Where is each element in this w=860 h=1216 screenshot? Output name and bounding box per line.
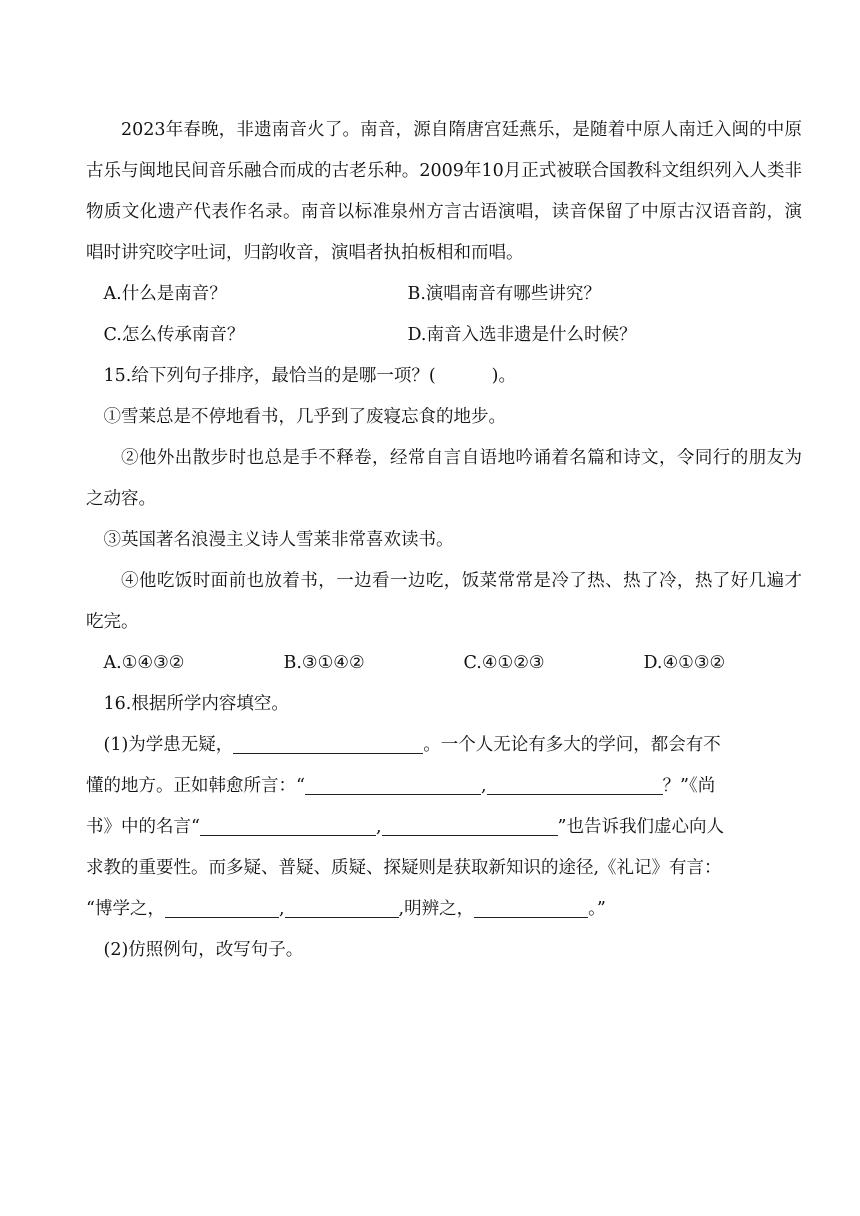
q14-option-d: D.南音入选非遗是什么时候？ — [407, 325, 637, 345]
q14-options-row-1 — [86, 274, 802, 315]
q16-text: , — [278, 899, 285, 919]
q16-text: 懂的地方。正如韩愈所言：“ — [86, 776, 305, 796]
fill-blank[interactable] — [382, 813, 558, 836]
q15-stem-end: )。 — [491, 366, 516, 386]
q15-option-a: A.①④③② — [103, 653, 185, 673]
fill-blank[interactable] — [165, 895, 279, 918]
q15-option-c: C.④①②③ — [463, 653, 545, 673]
q16-text: 书》中的名言“ — [86, 817, 200, 837]
q15-stem — [86, 356, 802, 397]
fill-blank[interactable] — [285, 895, 399, 918]
q15-option-d: D.④①③② — [643, 653, 726, 673]
q16-part1-line5 — [86, 889, 802, 930]
q16-text: “博学之， — [86, 899, 165, 919]
q16-text: ？”《尚 — [662, 776, 716, 796]
q16-part1-line2 — [86, 766, 802, 807]
q16-stem: 16.根据所学内容填空。 — [103, 694, 289, 714]
q15-answer-blank[interactable] — [436, 363, 492, 385]
q16-text: ,明辨之， — [398, 899, 475, 919]
q15-sentence-2: ②他外出散步时也总是手不释卷，经常自言自语地吟诵着名篇和诗文，令同行的朋友为之动容。 — [86, 448, 802, 509]
q14-option-b: B.演唱南音有哪些讲究？ — [407, 284, 601, 304]
fill-blank[interactable] — [233, 731, 423, 754]
q15-stem-start: 15.给下列句子排序，最恰当的是哪一项？( — [103, 366, 436, 386]
q16-part1-line1 — [86, 725, 802, 766]
q16-part1-line4: 求教的重要性。而多疑、普疑、质疑、探疑则是获取新知识的途径,《礼记》有言： — [86, 858, 722, 878]
q15-options — [86, 643, 802, 684]
q14-option-a: A.什么是南音？ — [103, 284, 227, 304]
q15-sentence-1: ①雪莱总是不停地看书，几乎到了废寝忘食的地步。 — [103, 407, 506, 427]
q16-text: (1)为学患无疑， — [103, 735, 234, 755]
fill-blank[interactable] — [487, 772, 663, 795]
q15-option-b: B.③①④② — [283, 653, 365, 673]
q16-text: 。” — [588, 899, 606, 919]
fill-blank[interactable] — [200, 813, 376, 836]
q16-text: , — [480, 776, 487, 796]
fill-blank[interactable] — [474, 895, 588, 918]
q16-text: 。一个人无论有多大的学问，都会有不 — [423, 735, 721, 755]
document-page — [86, 110, 802, 971]
q14-option-c: C.怎么传承南音？ — [103, 325, 245, 345]
q15-sentence-3: ③英国著名浪漫主义诗人雪莱非常喜欢读书。 — [103, 530, 454, 550]
passage-paragraph: 2023年春晚，非遗南音火了。南音，源自隋唐宫廷燕乐，是随着中原人南迁入闽的中原古乐与闽地民间音乐融合而成的古老乐种。2009年10月正式被联合国教科文组织列入人类非物质文化遗产代表作名录。南音以标准泉州方言古语演唱，读音保留了中原古汉语音韵，演唱时讲究咬字吐词，归韵收音，演唱者执拍板相和而唱。 — [86, 120, 802, 263]
q14-options-row-2 — [86, 315, 802, 356]
q16-part2: (2)仿照例句，改写句子。 — [103, 940, 304, 960]
q16-part1-line3 — [86, 807, 802, 848]
fill-blank[interactable] — [305, 772, 481, 795]
q16-text: , — [375, 817, 382, 837]
q16-text: ”也告诉我们虚心向人 — [557, 817, 724, 837]
q15-sentence-4: ④他吃饭时面前也放着书，一边看一边吃，饭菜常常是冷了热、热了冷，热了好几遍才吃完。 — [86, 571, 802, 632]
